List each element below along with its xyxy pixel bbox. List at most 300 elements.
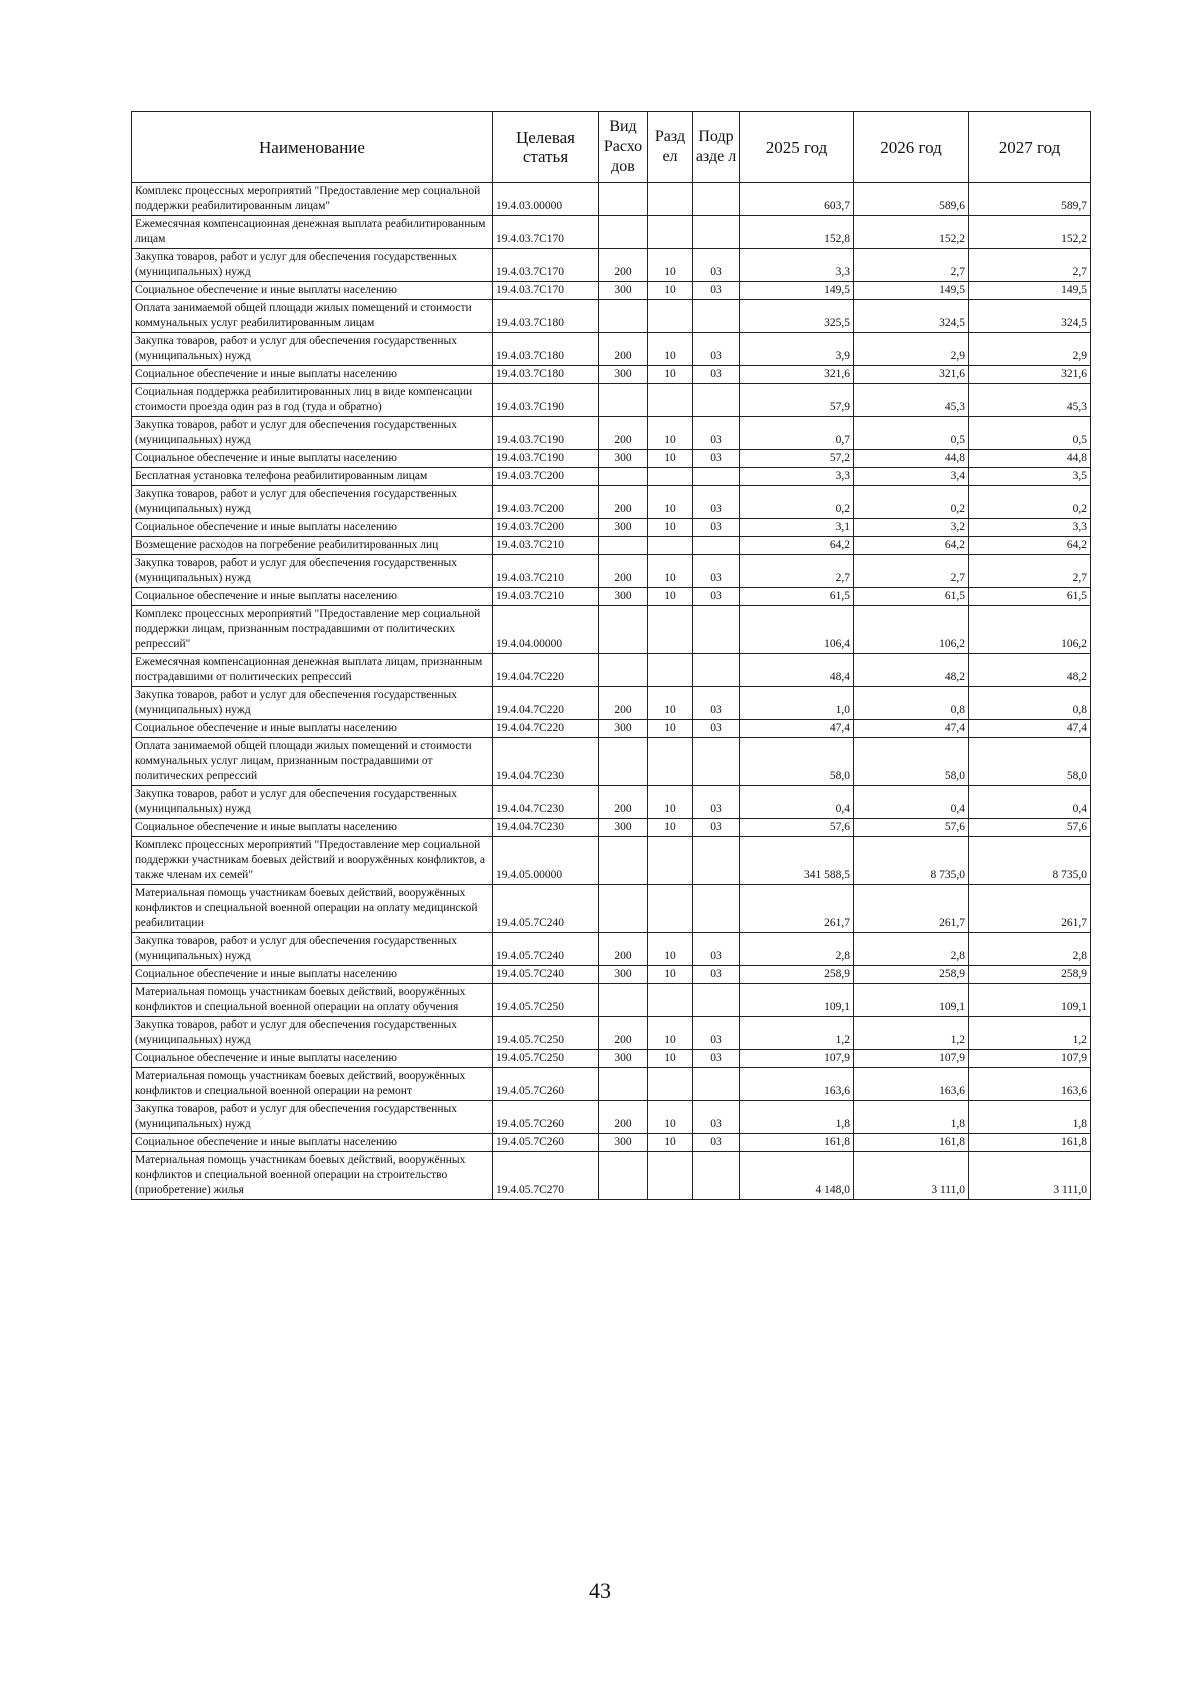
table-row — [132, 1050, 1091, 1068]
cell-section — [648, 1152, 693, 1200]
table-row — [132, 450, 1091, 468]
cell-subsection — [693, 183, 740, 216]
cell-expense-type: 300 — [599, 282, 648, 300]
cell-2027: 64,2 — [969, 537, 1091, 555]
cell-expense-type: 300 — [599, 519, 648, 537]
cell-2026: 261,7 — [854, 885, 969, 933]
cell-subsection — [693, 837, 740, 885]
cell-section: 10 — [648, 249, 693, 282]
cell-expense-type: 300 — [599, 720, 648, 738]
cell-2025: 0,4 — [740, 786, 854, 819]
cell-2026: 149,5 — [854, 282, 969, 300]
cell-expense-type: 300 — [599, 588, 648, 606]
cell-section: 10 — [648, 417, 693, 450]
cell-expense-type: 200 — [599, 486, 648, 519]
cell-2026: 3 111,0 — [854, 1152, 969, 1200]
cell-2025: 3,9 — [740, 333, 854, 366]
cell-target-code: 19.4.03.7С180 — [493, 300, 599, 333]
cell-target-code: 19.4.05.00000 — [493, 837, 599, 885]
table-row — [132, 819, 1091, 837]
cell-target-code: 19.4.03.7С210 — [493, 537, 599, 555]
cell-expense-type: 300 — [599, 1050, 648, 1068]
table-row — [132, 486, 1091, 519]
cell-target-code: 19.4.04.7С230 — [493, 819, 599, 837]
cell-target-code: 19.4.04.7С220 — [493, 720, 599, 738]
cell-section — [648, 468, 693, 486]
table-row — [132, 1068, 1091, 1101]
cell-expense-type: 300 — [599, 819, 648, 837]
cell-target-code: 19.4.05.7С260 — [493, 1134, 599, 1152]
cell-2025: 152,8 — [740, 216, 854, 249]
table-row — [132, 966, 1091, 984]
cell-subsection — [693, 654, 740, 687]
cell-target-code: 19.4.03.00000 — [493, 183, 599, 216]
cell-2027: 44,8 — [969, 450, 1091, 468]
cell-2025: 3,3 — [740, 468, 854, 486]
header-row — [132, 112, 1091, 183]
cell-section: 10 — [648, 486, 693, 519]
cell-2025: 2,8 — [740, 933, 854, 966]
cell-expense-type: 300 — [599, 450, 648, 468]
cell-2026: 57,6 — [854, 819, 969, 837]
table-row — [132, 333, 1091, 366]
cell-subsection: 03 — [693, 1101, 740, 1134]
cell-subsection — [693, 1152, 740, 1200]
cell-target-code: 19.4.03.7С190 — [493, 450, 599, 468]
cell-2027: 58,0 — [969, 738, 1091, 786]
cell-2025: 3,3 — [740, 249, 854, 282]
cell-2026: 2,8 — [854, 933, 969, 966]
header-section: Разд ел — [648, 112, 693, 183]
cell-section: 10 — [648, 1134, 693, 1152]
table-row — [132, 1017, 1091, 1050]
cell-subsection: 03 — [693, 720, 740, 738]
cell-2027: 3,3 — [969, 519, 1091, 537]
cell-name: Закупка товаров, работ и услуг для обеспечения государственных (муниципальных) нужд — [132, 249, 493, 282]
cell-section: 10 — [648, 1101, 693, 1134]
cell-section — [648, 1068, 693, 1101]
cell-subsection: 03 — [693, 687, 740, 720]
cell-2026: 163,6 — [854, 1068, 969, 1101]
cell-expense-type — [599, 537, 648, 555]
cell-2026: 1,2 — [854, 1017, 969, 1050]
cell-name: Бесплатная установка телефона реабилитированным лицам — [132, 468, 493, 486]
cell-subsection: 03 — [693, 486, 740, 519]
cell-2025: 2,7 — [740, 555, 854, 588]
cell-2027: 258,9 — [969, 966, 1091, 984]
cell-2027: 47,4 — [969, 720, 1091, 738]
cell-section: 10 — [648, 687, 693, 720]
cell-section: 10 — [648, 588, 693, 606]
cell-target-code: 19.4.05.7С240 — [493, 966, 599, 984]
cell-target-code: 19.4.03.7С200 — [493, 468, 599, 486]
cell-subsection — [693, 384, 740, 417]
cell-2025: 109,1 — [740, 984, 854, 1017]
header-2025: 2025 год — [740, 112, 854, 183]
table-row — [132, 468, 1091, 486]
cell-2027: 45,3 — [969, 384, 1091, 417]
cell-2025: 163,6 — [740, 1068, 854, 1101]
cell-2027: 2,7 — [969, 555, 1091, 588]
cell-expense-type — [599, 837, 648, 885]
cell-2025: 1,0 — [740, 687, 854, 720]
cell-expense-type: 200 — [599, 249, 648, 282]
cell-subsection: 03 — [693, 417, 740, 450]
cell-2025: 47,4 — [740, 720, 854, 738]
cell-subsection: 03 — [693, 1134, 740, 1152]
cell-expense-type: 200 — [599, 933, 648, 966]
table-row — [132, 417, 1091, 450]
cell-subsection: 03 — [693, 333, 740, 366]
cell-subsection — [693, 300, 740, 333]
header-target: Целевая статья — [493, 112, 599, 183]
cell-2027: 261,7 — [969, 885, 1091, 933]
cell-name: Комплекс процессных мероприятий "Предоставление мер социальной поддержки реабилитированным лицам" — [132, 183, 493, 216]
cell-target-code: 19.4.05.7С270 — [493, 1152, 599, 1200]
cell-subsection: 03 — [693, 249, 740, 282]
cell-2026: 106,2 — [854, 606, 969, 654]
cell-name: Закупка товаров, работ и услуг для обеспечения государственных (муниципальных) нужд — [132, 486, 493, 519]
cell-name: Социальное обеспечение и иные выплаты населению — [132, 1050, 493, 1068]
cell-section — [648, 300, 693, 333]
cell-2025: 258,9 — [740, 966, 854, 984]
cell-name: Комплекс процессных мероприятий "Предоставление мер социальной поддержки лицам, признанным пострадавшими от политических репрессий" — [132, 606, 493, 654]
table-row — [132, 366, 1091, 384]
cell-2026: 44,8 — [854, 450, 969, 468]
cell-2027: 1,8 — [969, 1101, 1091, 1134]
cell-2026: 589,6 — [854, 183, 969, 216]
table-row — [132, 1101, 1091, 1134]
cell-expense-type — [599, 468, 648, 486]
cell-expense-type: 300 — [599, 366, 648, 384]
cell-target-code: 19.4.05.7С250 — [493, 1017, 599, 1050]
cell-2026: 0,8 — [854, 687, 969, 720]
table-row — [132, 1152, 1091, 1200]
cell-subsection — [693, 738, 740, 786]
cell-name: Закупка товаров, работ и услуг для обеспечения государственных (муниципальных) нужд — [132, 417, 493, 450]
cell-2027: 3,5 — [969, 468, 1091, 486]
header-name: Наименование — [132, 112, 493, 183]
cell-subsection: 03 — [693, 1050, 740, 1068]
cell-section: 10 — [648, 519, 693, 537]
cell-name: Ежемесячная компенсационная денежная выплата реабилитированным лицам — [132, 216, 493, 249]
cell-2027: 324,5 — [969, 300, 1091, 333]
cell-2026: 64,2 — [854, 537, 969, 555]
cell-2025: 1,2 — [740, 1017, 854, 1050]
cell-2025: 106,4 — [740, 606, 854, 654]
cell-name: Материальная помощь участникам боевых действий, вооружённых конфликтов и специальной военной операции на оплату медицинской реабилитации — [132, 885, 493, 933]
table-row — [132, 384, 1091, 417]
cell-section: 10 — [648, 819, 693, 837]
cell-expense-type: 300 — [599, 966, 648, 984]
table-row — [132, 984, 1091, 1017]
cell-name: Закупка товаров, работ и услуг для обеспечения государственных (муниципальных) нужд — [132, 1017, 493, 1050]
cell-name: Закупка товаров, работ и услуг для обеспечения государственных (муниципальных) нужд — [132, 333, 493, 366]
cell-2027: 149,5 — [969, 282, 1091, 300]
cell-2027: 2,8 — [969, 933, 1091, 966]
cell-name: Комплекс процессных мероприятий "Предоставление мер социальной поддержки участникам боевых действий и вооружённых конфликтов, а также членам их семей" — [132, 837, 493, 885]
cell-2026: 0,4 — [854, 786, 969, 819]
cell-subsection: 03 — [693, 555, 740, 588]
cell-name: Оплата занимаемой общей площади жилых помещений и стоимости коммунальных услуг реабилитированным лицам — [132, 300, 493, 333]
cell-expense-type: 200 — [599, 1017, 648, 1050]
cell-2025: 149,5 — [740, 282, 854, 300]
table-row — [132, 786, 1091, 819]
table-row — [132, 519, 1091, 537]
cell-name: Социальное обеспечение и иные выплаты населению — [132, 450, 493, 468]
cell-section — [648, 885, 693, 933]
cell-name: Социальное обеспечение и иные выплаты населению — [132, 720, 493, 738]
cell-2025: 107,9 — [740, 1050, 854, 1068]
cell-section — [648, 606, 693, 654]
cell-2026: 3,2 — [854, 519, 969, 537]
cell-2026: 152,2 — [854, 216, 969, 249]
cell-name: Социальная поддержка реабилитированных лиц в виде компенсации стоимости проезда один раз в год (туда и обратно) — [132, 384, 493, 417]
cell-expense-type — [599, 183, 648, 216]
cell-target-code: 19.4.03.7С170 — [493, 216, 599, 249]
cell-2027: 3 111,0 — [969, 1152, 1091, 1200]
cell-subsection: 03 — [693, 519, 740, 537]
cell-name: Материальная помощь участникам боевых действий, вооружённых конфликтов и специальной военной операции на оплату обучения — [132, 984, 493, 1017]
cell-2025: 321,6 — [740, 366, 854, 384]
cell-2025: 0,7 — [740, 417, 854, 450]
cell-section: 10 — [648, 366, 693, 384]
table-row — [132, 933, 1091, 966]
page-number: 43 — [589, 1578, 611, 1603]
cell-expense-type — [599, 885, 648, 933]
table-body — [132, 183, 1091, 1200]
cell-2025: 57,2 — [740, 450, 854, 468]
table-row — [132, 606, 1091, 654]
cell-2026: 48,2 — [854, 654, 969, 687]
cell-subsection: 03 — [693, 282, 740, 300]
cell-2026: 321,6 — [854, 366, 969, 384]
cell-target-code: 19.4.03.7С210 — [493, 588, 599, 606]
cell-subsection: 03 — [693, 966, 740, 984]
budget-table — [131, 111, 1091, 1200]
cell-2027: 0,2 — [969, 486, 1091, 519]
cell-2026: 2,9 — [854, 333, 969, 366]
cell-target-code: 19.4.04.7С230 — [493, 786, 599, 819]
cell-name: Ежемесячная компенсационная денежная выплата лицам, признанным пострадавшими от политических репрессий — [132, 654, 493, 687]
cell-section — [648, 837, 693, 885]
cell-section — [648, 984, 693, 1017]
cell-2025: 61,5 — [740, 588, 854, 606]
cell-target-code: 19.4.03.7С200 — [493, 486, 599, 519]
cell-subsection: 03 — [693, 933, 740, 966]
cell-subsection: 03 — [693, 819, 740, 837]
cell-name: Социальное обеспечение и иные выплаты населению — [132, 366, 493, 384]
cell-name: Закупка товаров, работ и услуг для обеспечения государственных (муниципальных) нужд — [132, 786, 493, 819]
cell-2027: 61,5 — [969, 588, 1091, 606]
table-row — [132, 885, 1091, 933]
table-row — [132, 654, 1091, 687]
cell-section: 10 — [648, 1017, 693, 1050]
cell-2025: 64,2 — [740, 537, 854, 555]
cell-2027: 0,4 — [969, 786, 1091, 819]
cell-2027: 107,9 — [969, 1050, 1091, 1068]
cell-subsection — [693, 468, 740, 486]
cell-section — [648, 738, 693, 786]
table-row — [132, 720, 1091, 738]
cell-section: 10 — [648, 933, 693, 966]
table-row — [132, 300, 1091, 333]
cell-2027: 161,8 — [969, 1134, 1091, 1152]
cell-expense-type: 200 — [599, 333, 648, 366]
cell-expense-type — [599, 738, 648, 786]
cell-2025: 4 148,0 — [740, 1152, 854, 1200]
cell-subsection — [693, 885, 740, 933]
cell-name: Социальное обеспечение и иные выплаты населению — [132, 588, 493, 606]
cell-expense-type: 200 — [599, 786, 648, 819]
cell-subsection — [693, 1068, 740, 1101]
cell-2026: 47,4 — [854, 720, 969, 738]
cell-2026: 2,7 — [854, 249, 969, 282]
cell-2025: 58,0 — [740, 738, 854, 786]
cell-2027: 106,2 — [969, 606, 1091, 654]
cell-2025: 48,4 — [740, 654, 854, 687]
cell-name: Социальное обеспечение и иные выплаты населению — [132, 282, 493, 300]
cell-section — [648, 216, 693, 249]
cell-section: 10 — [648, 555, 693, 588]
cell-section — [648, 654, 693, 687]
cell-target-code: 19.4.03.7С210 — [493, 555, 599, 588]
cell-name: Социальное обеспечение и иные выплаты населению — [132, 1134, 493, 1152]
cell-target-code: 19.4.05.7С260 — [493, 1101, 599, 1134]
cell-subsection: 03 — [693, 786, 740, 819]
table-row — [132, 555, 1091, 588]
cell-name: Оплата занимаемой общей площади жилых помещений и стоимости коммунальных услуг лицам, признанным пострадавшими от политических репрессий — [132, 738, 493, 786]
cell-2027: 163,6 — [969, 1068, 1091, 1101]
cell-2025: 0,2 — [740, 486, 854, 519]
cell-subsection: 03 — [693, 1017, 740, 1050]
cell-section: 10 — [648, 966, 693, 984]
cell-2026: 0,2 — [854, 486, 969, 519]
cell-subsection — [693, 537, 740, 555]
header-subsection: Подр азде л — [693, 112, 740, 183]
cell-name: Социальное обеспечение и иные выплаты населению — [132, 819, 493, 837]
cell-name: Закупка товаров, работ и услуг для обеспечения государственных (муниципальных) нужд — [132, 555, 493, 588]
cell-2027: 589,7 — [969, 183, 1091, 216]
cell-2025: 341 588,5 — [740, 837, 854, 885]
table-row — [132, 282, 1091, 300]
cell-2026: 61,5 — [854, 588, 969, 606]
cell-expense-type — [599, 216, 648, 249]
table-row — [132, 537, 1091, 555]
cell-2026: 1,8 — [854, 1101, 969, 1134]
cell-expense-type — [599, 1068, 648, 1101]
cell-2026: 58,0 — [854, 738, 969, 786]
cell-target-code: 19.4.03.7С170 — [493, 249, 599, 282]
cell-expense-type: 300 — [599, 1134, 648, 1152]
cell-subsection: 03 — [693, 588, 740, 606]
cell-name: Социальное обеспечение и иные выплаты населению — [132, 966, 493, 984]
cell-expense-type: 200 — [599, 555, 648, 588]
cell-expense-type — [599, 654, 648, 687]
cell-expense-type — [599, 1152, 648, 1200]
cell-target-code: 19.4.05.7С240 — [493, 885, 599, 933]
cell-expense-type — [599, 300, 648, 333]
cell-2025: 161,8 — [740, 1134, 854, 1152]
cell-section: 10 — [648, 333, 693, 366]
cell-expense-type: 200 — [599, 417, 648, 450]
cell-target-code: 19.4.03.7С180 — [493, 366, 599, 384]
header-expense-type: Вид Расхо дов — [599, 112, 648, 183]
cell-2026: 45,3 — [854, 384, 969, 417]
cell-section — [648, 537, 693, 555]
cell-section: 10 — [648, 282, 693, 300]
table-row — [132, 1134, 1091, 1152]
cell-2025: 57,9 — [740, 384, 854, 417]
table-row — [132, 249, 1091, 282]
cell-expense-type — [599, 984, 648, 1017]
cell-expense-type: 200 — [599, 687, 648, 720]
cell-2026: 109,1 — [854, 984, 969, 1017]
cell-2027: 0,8 — [969, 687, 1091, 720]
cell-subsection — [693, 984, 740, 1017]
cell-2027: 1,2 — [969, 1017, 1091, 1050]
cell-2026: 2,7 — [854, 555, 969, 588]
cell-2027: 8 735,0 — [969, 837, 1091, 885]
cell-section — [648, 384, 693, 417]
cell-2025: 1,8 — [740, 1101, 854, 1134]
cell-expense-type — [599, 384, 648, 417]
cell-target-code: 19.4.03.7С170 — [493, 282, 599, 300]
cell-subsection — [693, 216, 740, 249]
cell-name: Закупка товаров, работ и услуг для обеспечения государственных (муниципальных) нужд — [132, 1101, 493, 1134]
cell-target-code: 19.4.05.7С240 — [493, 933, 599, 966]
cell-subsection: 03 — [693, 366, 740, 384]
cell-subsection: 03 — [693, 450, 740, 468]
cell-section: 10 — [648, 786, 693, 819]
cell-2025: 3,1 — [740, 519, 854, 537]
cell-target-code: 19.4.04.00000 — [493, 606, 599, 654]
cell-expense-type: 200 — [599, 1101, 648, 1134]
cell-2027: 321,6 — [969, 366, 1091, 384]
cell-name: Материальная помощь участникам боевых действий, вооружённых конфликтов и специальной военной операции на ремонт — [132, 1068, 493, 1101]
cell-2027: 0,5 — [969, 417, 1091, 450]
cell-subsection — [693, 606, 740, 654]
cell-2025: 57,6 — [740, 819, 854, 837]
cell-2026: 258,9 — [854, 966, 969, 984]
cell-2025: 325,5 — [740, 300, 854, 333]
cell-target-code: 19.4.04.7С220 — [493, 654, 599, 687]
cell-2027: 152,2 — [969, 216, 1091, 249]
cell-section — [648, 183, 693, 216]
cell-2027: 2,7 — [969, 249, 1091, 282]
cell-2027: 2,9 — [969, 333, 1091, 366]
cell-name: Закупка товаров, работ и услуг для обеспечения государственных (муниципальных) нужд — [132, 933, 493, 966]
cell-2026: 324,5 — [854, 300, 969, 333]
table-row — [132, 687, 1091, 720]
table-row — [132, 216, 1091, 249]
cell-target-code: 19.4.03.7С190 — [493, 384, 599, 417]
cell-target-code: 19.4.03.7С190 — [493, 417, 599, 450]
cell-target-code: 19.4.05.7С260 — [493, 1068, 599, 1101]
cell-name: Возмещение расходов на погребение реабилитированных лиц — [132, 537, 493, 555]
cell-section: 10 — [648, 1050, 693, 1068]
cell-target-code: 19.4.05.7С250 — [493, 1050, 599, 1068]
cell-section: 10 — [648, 450, 693, 468]
cell-2026: 3,4 — [854, 468, 969, 486]
cell-section: 10 — [648, 720, 693, 738]
cell-2025: 603,7 — [740, 183, 854, 216]
cell-2026: 161,8 — [854, 1134, 969, 1152]
cell-2027: 109,1 — [969, 984, 1091, 1017]
cell-target-code: 19.4.04.7С220 — [493, 687, 599, 720]
cell-2025: 261,7 — [740, 885, 854, 933]
cell-target-code: 19.4.04.7С230 — [493, 738, 599, 786]
